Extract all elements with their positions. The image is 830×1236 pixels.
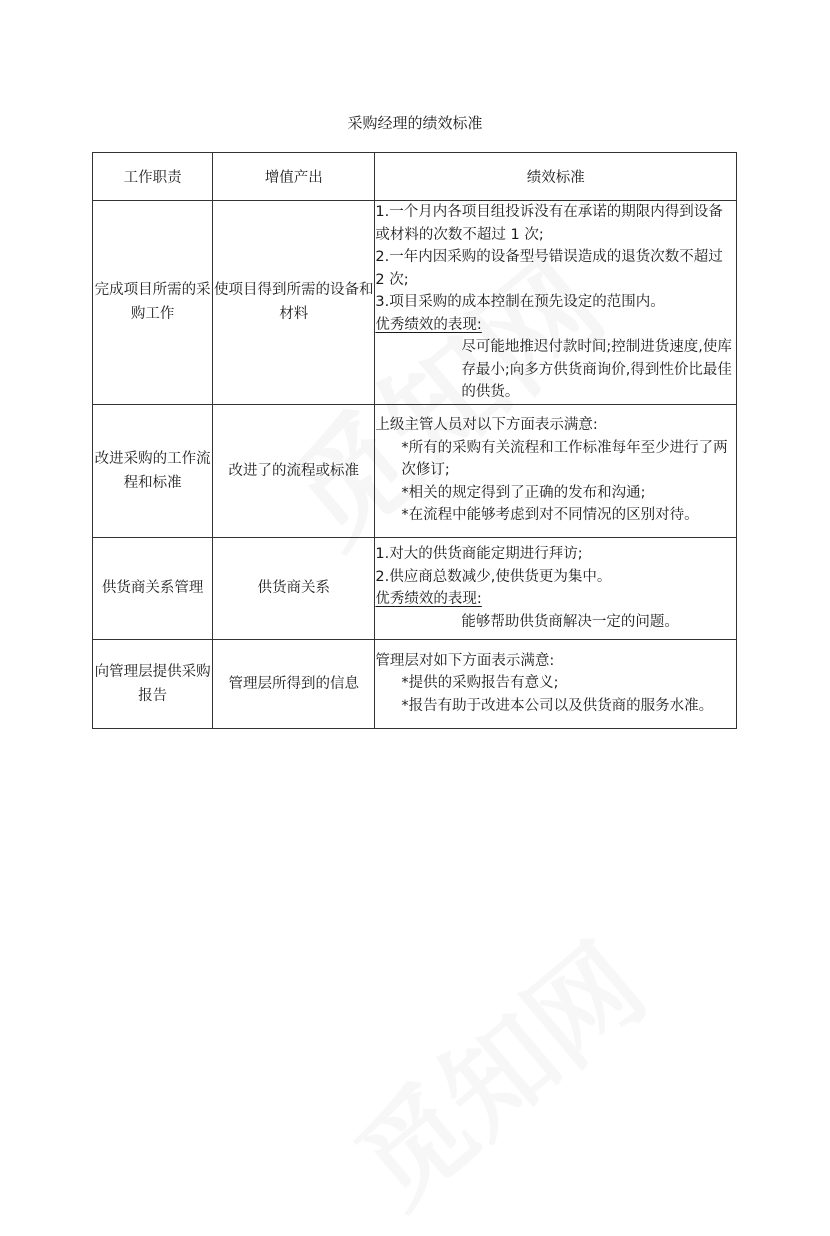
standard-line: *提供的采购报告有意义; [401,675,559,692]
excellent-heading: 优秀绩效的表现: [375,316,482,333]
table-row [93,537,737,639]
header-duty: 工作职责 [93,153,213,201]
duty-cell: 向管理层提供采购报告 [93,639,213,728]
header-output: 增值产出 [213,153,375,201]
standard-line: 管理层对如下方面表示满意: [375,652,555,669]
table-header-row [93,153,737,201]
output-cell: 使项目得到所需的设备和材料 [213,201,375,405]
standard-line: 1.一个月内各项目组投诉没有在承诺的期限内得到设备或材料的次数不超过 1 次; [375,204,723,243]
output-cell: 供货商关系 [213,537,375,639]
table-row [93,201,737,405]
standard-line: 尽可能地推迟付款时间;控制进货速度,使库存最小;向多方供货商询价,得到性价比最佳的供货。 [461,339,732,400]
performance-table [92,152,737,729]
standard-line: *相关的规定得到了正确的发布和沟通; [401,484,646,501]
watermark [318,902,672,1235]
standard-line: 2.一年内因采购的设备型号错误造成的退货次数不超过 2 次; [375,249,723,288]
excellent-heading: 优秀绩效的表现: [375,591,482,607]
standard-line: 1.对大的供货商能定期进行拜访; [375,546,583,562]
standard-line: *所有的采购有关流程和工作标准每年至少进行了两次修订; [401,439,728,479]
output-cell: 改进了的流程或标准 [213,404,375,537]
standard-line: 上级主管人员对以下方面表示满意: [375,417,598,434]
standard-cell [375,639,737,728]
header-standard: 绩效标准 [375,153,737,201]
duty-cell: 改进采购的工作流程和标准 [93,404,213,537]
table-row [93,404,737,537]
standard-line: *报告有助于改进本公司以及供货商的服务水准。 [401,697,714,714]
standard-line: 3.项目采购的成本控制在预先设定的范围内。 [375,294,665,310]
standard-cell [375,404,737,537]
output-cell: 管理层所得到的信息 [213,639,375,728]
standard-line: 能够帮助供货商解决一定的问题。 [461,613,679,630]
table-row [93,639,737,728]
standard-line: 2.供应商总数减少,使供货更为集中。 [375,568,612,585]
standard-cell [375,201,737,405]
standard-cell [375,537,737,639]
duty-cell: 完成项目所需的采购工作 [93,201,213,405]
duty-cell: 供货商关系管理 [93,537,213,639]
standard-line: *在流程中能够考虑到对不同情况的区别对待。 [401,507,699,524]
document-title: 采购经理的绩效标准 [347,114,483,132]
